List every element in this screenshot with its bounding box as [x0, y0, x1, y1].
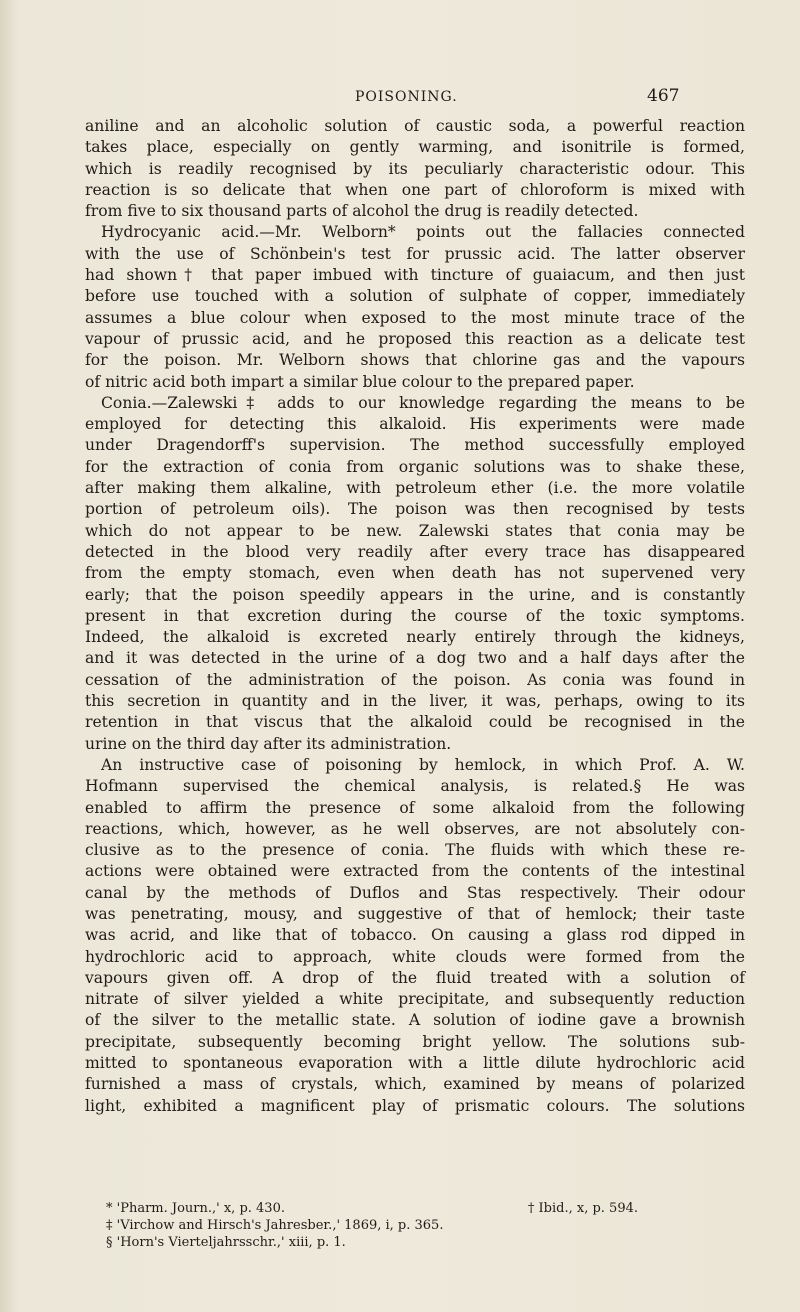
text-line: under Dragendorff's supervision. The method successfully employed — [85, 436, 745, 455]
text-line: takes place, especially on gently warming, and isonitrile is formed, — [85, 138, 745, 157]
text-line: for the extraction of conia from organic solutions was to shake these, — [85, 457, 745, 476]
text-line: portion of petroleum oils). The poison was then recognised by tests — [85, 500, 745, 519]
text-line: retention in that viscus that the alkaloid could be recognised in the — [85, 713, 745, 732]
text-line: which do not appear to be new. Zalewski states that conia may be — [85, 521, 745, 540]
text-line: Indeed, the alkaloid is excreted nearly entirely through the kidneys, — [85, 628, 745, 647]
footnote: † Ibid., x, p. 594. — [527, 1201, 638, 1216]
running-title: POISONING. — [355, 89, 458, 105]
footnote: § 'Horn's Vierteljahrsschr.,' xiii, p. 1. — [106, 1235, 346, 1250]
text-line: present in that excretion during the course of the toxic symptoms. — [85, 606, 745, 625]
text-line: with the use of Schönbein's test for prussic acid. The latter observer — [85, 244, 745, 263]
footnote-row — [106, 1200, 666, 1217]
text-line: was acrid, and like that of tobacco. On causing a glass rod dipped in — [85, 926, 745, 945]
text-line: reactions, which, however, as he well observes, are not absolutely con- — [85, 819, 745, 838]
text-line: was penetrating, mousy, and suggestive of that of hemlock; their taste — [85, 904, 745, 923]
text-line: assumes a blue colour when exposed to the most minute trace of the — [85, 308, 745, 327]
text-line: detected in the blood very readily after every trace has disappeared — [85, 542, 745, 561]
text-line: furnished a mass of crystals, which, examined by means of polarized — [85, 1075, 745, 1094]
text-line: had shown† that paper imbued with tincture of guaiacum, and then just — [85, 266, 745, 285]
text-line: early; that the poison speedily appears in the urine, and is constantly — [85, 585, 745, 604]
text-line: before use touched with a solution of sulphate of copper, immediately — [85, 287, 745, 306]
text-line: cessation of the administration of the poison. As conia was found in — [85, 670, 745, 689]
text-line: nitrate of silver yielded a white precipitate, and subsequently reduction — [85, 990, 745, 1009]
text-line: mitted to spontaneous evaporation with a little dilute hydrochloric acid — [85, 1054, 745, 1073]
footnote: ‡ 'Virchow and Hirsch's Jahresber.,' 1869, i, p. 365. — [106, 1218, 444, 1233]
text-line: employed for detecting this alkaloid. His experiments were made — [85, 415, 745, 434]
text-line: hydrochloric acid to approach, white clouds were formed from the — [85, 947, 745, 966]
text-line: and it was detected in the urine of a dog two and a half days after the — [85, 649, 745, 668]
running-head — [0, 86, 800, 110]
text-line: vapour of prussic acid, and he proposed this reaction as a delicate test — [85, 329, 745, 348]
text-line: Hofmann supervised the chemical analysis, is related.§ He was — [85, 777, 745, 796]
text-line: precipitate, subsequently becoming bright yellow. The solutions sub- — [85, 1032, 745, 1051]
text-line: of nitric acid both impart a similar blue colour to the prepared paper. — [85, 372, 635, 391]
text-line: from the empty stomach, even when death has not supervened very — [85, 564, 745, 583]
footnotes — [106, 1200, 666, 1251]
text-line: light, exhibited a magnificent play of prismatic colours. The solutions — [85, 1096, 745, 1115]
text-line: clusive as to the presence of conia. The fluids with which these re- — [85, 841, 745, 860]
text-line: from five to six thousand parts of alcohol the drug is readily detected. — [85, 202, 639, 221]
text-line: urine on the third day after its administration. — [85, 734, 452, 753]
page-number: 467 — [647, 86, 680, 106]
text-line: this secretion in quantity and in the liver, it was, perhaps, owing to its — [85, 692, 745, 711]
text-line: vapours given off. A drop of the fluid treated with a solution of — [85, 968, 745, 987]
text-line: aniline and an alcoholic solution of caustic soda, a powerful reaction — [85, 117, 745, 135]
footnote: * 'Pharm. Journ.,' x, p. 430. — [106, 1201, 285, 1216]
text-line: canal by the methods of Duflos and Stas respectively. Their odour — [85, 883, 745, 902]
text-line: An instructive case of poisoning by hemlock, in which Prof. A. W. — [101, 755, 745, 774]
text-line: Hydrocyanic acid.—Mr. Welborn* points out the fallacies connected — [101, 223, 745, 242]
text-line: after making them alkaline, with petroleum ether (i.e. the more volatile — [85, 479, 745, 498]
text-line: for the poison. Mr. Welborn shows that chlorine gas and the vapours — [85, 351, 745, 370]
text-line: actions were obtained were extracted from the contents of the intestinal — [85, 862, 745, 881]
text-line: which is readily recognised by its peculiarly characteristic odour. This — [85, 159, 745, 178]
text-line: enabled to affirm the presence of some alkaloid from the following — [85, 798, 745, 817]
body-text — [85, 116, 745, 1117]
text-line: reaction is so delicate that when one part of chloroform is mixed with — [85, 180, 745, 199]
text-line: Conia.—Zalewski‡ adds to our knowledge regarding the means to be — [101, 393, 745, 412]
text-line: of the silver to the metallic state. A solution of iodine gave a brownish — [85, 1011, 745, 1030]
